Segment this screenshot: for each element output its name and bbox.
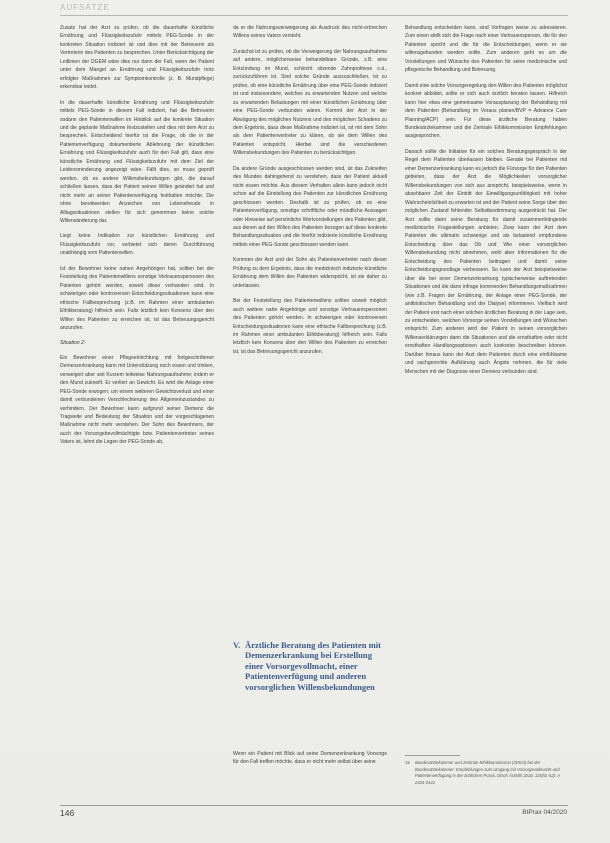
paragraph: Wenn ein Patient mit Blick auf seine Demenzerkrankung Vorsorge für den Fall treffen möchte, dass er nicht mehr selbst über seine — [233, 751, 387, 766]
paragraph: Kommen der Arzt und der Sohn als Patientenvertreter nach dieser Prüfung zu dem Ergebnis, dass die medizinisch indizierte künstliche Ernährung dem Willen des Patienten widerspricht, ist sie daher zu unterlassen. — [233, 257, 387, 289]
page-number: 146 — [60, 808, 75, 818]
section-heading — [233, 640, 387, 692]
journal-issue: BtPrax 04/2020 — [522, 809, 567, 816]
paragraph: Damit eine solche Vorsorgeregelung den Willen des Patienten möglichst konkret abbildet, sollte er sich auch ärztlich beraten lassen. Hilfreich kann hier etwa eine gemeinsame Vorausplanung der Behandlung mit dem Patienten (Behandlung im Voraus planen/BVP = Advance Care Planning/ACP) sein. Für diese ärztliche Beratung haben Bundesärztekammer und die Zentrale Ethikkommission Empfehlungen ausgesprochen. — [405, 82, 567, 140]
paragraph: Ein Bewohner einer Pflegeeinrichtung mit fortgeschrittener Demenzerkrankung kann mit Unterstützung noch essen und trinken, verweigert aber seit Kurzem teilweise Nahrungsaufnahme; indem er den Mund zukneift. Er verliert an Gewicht. Es wird die Anlage einer PEG-Sonde erwogen; um einem weiteren Gewichtsverlust und einer damit verbundenen Verschlechterung des Allgemeinzustandes zu verhindern. Der Bewohner kann aufgrund seiner Demenz die Tragweite und Bedeutung der Situation und der vorgeschlagenen Maßnahme nicht mehr verstehen. Der Sohn des Bewohners, der auch der Vorsorgebevollmächtigte bzw. Patientenvertreter seines Vaters ist, lehnt die Legen der PEG-Sonde ab, — [60, 354, 214, 446]
column-middle-continuation — [233, 750, 387, 767]
footnote — [405, 760, 567, 786]
paragraph: Ist der Bewohner keine nahen Angehörigen hat, sollten bei der Feststellung des Patientenwillens sonstige Vertrauenspersonen des Patienten gehört werden, soweit diese vorhanden sind. In schwierigen oder kontroversen Entscheidungssituationen kann eine ethische Fallbesprechung (z.B. im Rahmen einer ambulanten Ethikberatung) hilfreich sein. Falls letztlich kein Konsens über den Willen des Patienten zu erreichen ist, ist das Betreuungsgericht anzurufen. — [60, 265, 214, 331]
footnote-number: 19 — [405, 760, 410, 765]
column-right — [405, 24, 567, 383]
header-label: AUFSÄTZE — [60, 3, 110, 12]
paragraph: Zunächst ist zu prüfen, ob die Verweigerung der Nahrungsaufnahme auf andere, möglicherweise behandelbare Gründe, z.B. eine Entzündung im Mund, schlecht sitzende Zahnprothese o.ä., zurückzuführen ist. Sind solche Gründe auszuschließen, ist zu prüfen, ob eine künstliche Ernährung über eine PEG-Sonde indiziert ist und insbesondere, welches zu erwartenden Nutzen und welche zu erwartenden Belastungen mit einer künstlichen Ernährung über eine PEG-Sonde verbunden wären. Kommt der Arzt in der Abwägung des möglichen Nutzens und des möglichen Schadens zu dem Ergebnis, dass diese Maßnahme indiziert ist, ist mit dem Sohn als dem Patientenvertreter zu klären, ob sie dem Willen des Patienten entspricht. Hierbei sind die verschiedenen Willensbekundungen des Patienten zu berücksichtigen. — [233, 48, 387, 157]
column-middle — [233, 24, 387, 363]
header-rule — [60, 15, 568, 16]
section-title: Ärztliche Beratung des Patienten mit Demenzerkrankung bei Erstellung einer Vorsorgevollmacht, einer Patientenverfügung und anderen vorsorglichen Willensbekundungen — [245, 640, 382, 692]
paragraph: Behandlung entscheiden kann, sind Vorfragen weise zu adressieren. Zum einen stellt sich die Frage nach einer Vertrauensperson, die für den Patienten spricht und die für die Entscheidungen, wenn er sie willensgebunden werden sollte. Zum anderen geht es um die Vorstellungen und Wünsche des Patienten für seine medizinische und pflegerische Behandlung und Betreuung. — [405, 25, 567, 74]
column-left — [60, 24, 214, 454]
paragraph: da er die Nahrungsverweigerung als Ausdruck des nicht-erbrechen Willens seines Vaters versteht. — [233, 25, 387, 40]
section-number: V. — [233, 640, 241, 650]
situation-label: Situation 2: — [60, 340, 86, 347]
paragraph: Danach sollte die Initiative für ein solches Beratungsgespräch in der Regel dem Patienten überlassen bleiben. Gerade bei Patienten mit einer Demenzerkrankung kann es jedoch die Fürsorge für den Patienten gebieten, dass der Arzt die Möglichkeiten vorsorglicher Willensbekundungen von sich aus anspricht, beispielsweise, wenn in absehbarer Zeit der Eintritt der Einwilligungsunfähigkeit mit hoher Wahrscheinlichkeit zu erwarten ist und der Patient seine Sorge über den möglichen Zustand fehlender Selbstbestimmung ausgedrückt hat. Der Arzt sollte dann seine Beratung für damit zusammenhängende medizinische Fragestellungen anbieten. Zwar kann der Arzt dem Patienten die ultimativ schwierige und als belastend empfundene Entscheidung über das Ob und Wie einer vorsorglichen Willensbekundung nicht abnehmen, wohl aber Informationen für die Entscheidung des Patienten beitragen und damit seine Entscheidungsgrundlage verbessern. So kann der Arzt beispielsweise über die bei einer Demenzerkrankung typischerweise auftretenden Situationen und die dann infrage kommenden Behandlungsmaßnahmen (wie z.B. Fragen der Ernährung, der Anlage einer PEG-Sonde, der antibiotischen Behandlung und der Dialyse) informieren. Vielfach wird der Patient erst nach einer solchen ärztlichen Beratung in der Lage sein, zu entscheiden, welchen Vorsorge seinen Vorstellungen und Wünschen entspricht. Zum anderen wird der Patient in seinen vorsorglichen Willenserklärungen dann die Situationen und die ernsthaften oder nicht ernsthaften Handlungsoptionen auch konkreter beschreiben können. Darüber hinaus kann der Arzt dem Patienten durch eine einfühlsame und sachgerechte Aufklärung auch Ängste nehmen, die für viele Menschen mit der Diagnose einer Demenz verbunden sind. — [405, 148, 567, 375]
paragraph: In die dauerhafte künstliche Ernährung und Flüssigkeitszufuhr mittels PEG-Sonde in diesem Fall indiziert, hat die Betreuerin sodann den Patientenwillen im Hinblick auf die konkrete Situation und die geplante Maßnahme festzustellen und dies mit dem Arzt zu besprechen. Entscheidend hierfür ist die Frage, ob die in der Patientenverfügung dokumentierte Ablehnung der künstlichen Ernährung und Flüssigkeitszufuhr auch für den Fall gilt, dass eine künstliche Ernährung und Flüssigkeitszufuhr mit dem Ziel der Leidensminderung angezeigt wäre. Fällt dies, so muss geprüft werden, ob es andere Willensbekundungen gibt, die darauf schließen lassen, dass der Patient seinen Willen geändert hat und nicht mehr an seiner Patientenverfügung festhalten möchte. Die ohne bereitwenten Anzeichen von Lebensfreude in Alltagssituationen stellen für sich genommen keine solche Willensänderung dar. — [60, 99, 214, 224]
paragraph: Zusatz hat der Arzt zu prüfen, ob die dauerhafte künstliche Ernährung und Flüssigkeitszufuhr mittels PEG-Sonde in der konkreten Situation indiziert ist und dies mit der Betreuerin als Vertreterin des Patienten zu besprechen. Unter Berücksichtigung der Leitlinien der DGEM wäre dies nur dann der Fall, wenn der Patient unter dem Mangel an Ernährung und Flüssigkeitszufuhr trotz erfolgter Maßnahmen zur Symptomkontrolle (z. B. Mundpflege) erkennbar leidet. — [60, 25, 214, 91]
paragraph: Bei der Feststellung des Patientenwillens sollten soweit möglich auch weitere nahe Angehörige und sonstige Vertrauenspersonen des Patienten gehört werden. In schwierigen oder kontroversen Entscheidungssituationen kann eine ethische Fallbesprechung (z.B. im Rahmen einer ambulanten Ethikberatung) hilfreich sein. Falls letztlich kein Konsens über den Willen des Patienten zu erreichen ist, ist das Betreuungsgericht anzurufen. — [233, 298, 387, 355]
paragraph: Liegt keine Indikation zur künstlichen Ernährung und Flüssigkeitszufuhr vor, verbietet sich deren Durchführung unabhängig vom Patientenwillen. — [60, 233, 214, 257]
footer-rule — [60, 805, 568, 806]
paragraph: Da andere Gründe ausgeschlossen werden sind, ist das Zukneifen des Mundes dahingehend zu verstehen, dass der Patient aktuell nicht essen möchte. Aus diesem Verhalten allein kann jedoch nicht schon auf die Einstellung des Patienten zur künstlichen Ernährung geschlossen werden. Deshalb ist zu prüfen, ob es eine Patientenverfügung, sonstige schriftliche oder mündliche Aussagen oder Hinweise auf persönliche Wertvorstellungen des Patienten gibt, aus denen auf den Willen des Patienten bezogen auf diese konkrete Behandlungssituation und die hierfür indizierte künstliche Ernährung mittels einer PEG-Sonde geschlossen werden kann. — [233, 165, 387, 248]
footnote-rule — [405, 755, 460, 756]
footnote-text: Bundesärztekammer und Zentrale Ethikkommission (ZEKO) bei der Bundesärztekammer: Empfehlungen zum Umgang mit Vorsorgevollmacht und Patientenverfügung in der ärztlichen Praxis, Dtsch Ärztebl 2018; 115(51-52): A 2434-2441 — [415, 760, 560, 785]
